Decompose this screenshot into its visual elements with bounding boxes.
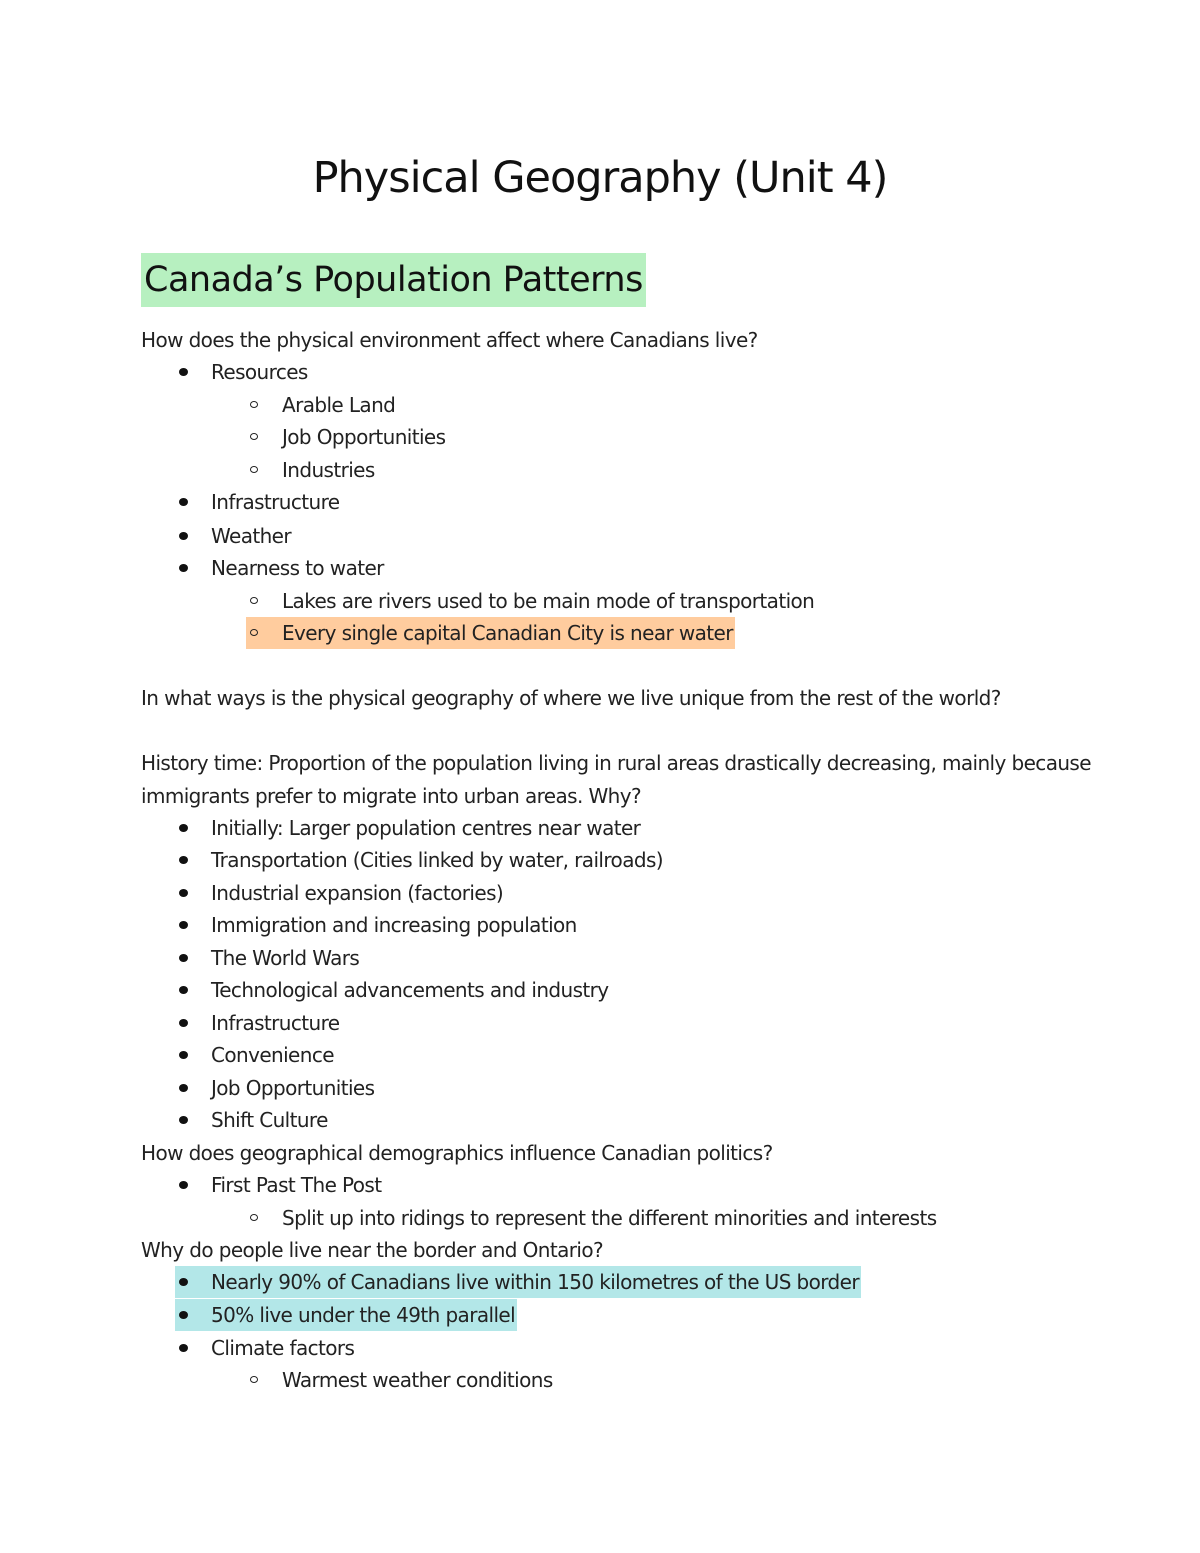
- highlighted-sub-list-item: Every single capital Canadian City is near water: [246, 617, 735, 649]
- list-item: Convenience: [175, 1039, 334, 1071]
- bullet-icon: [175, 520, 211, 552]
- list-item: Immigration and increasing population: [175, 909, 577, 941]
- bullet-icon: [175, 1332, 211, 1364]
- bullet-icon: [175, 1007, 211, 1039]
- bullet-icon: [175, 1039, 211, 1071]
- bullet-icon: [175, 812, 211, 844]
- bullet-icon: [175, 552, 211, 584]
- list-item: Infrastructure: [175, 1007, 339, 1039]
- sub-list-item: Arable Land: [246, 389, 395, 421]
- sub-list-item: Lakes are rivers used to be main mode of transportation: [246, 585, 814, 617]
- history-paragraph-line-1: History time: Proportion of the population living in rural areas drastically decreasing, mainly because: [141, 751, 1091, 775]
- bullet-icon: [175, 1104, 211, 1136]
- circle-bullet-icon: [246, 389, 282, 421]
- bullet-icon: [175, 942, 211, 974]
- section-heading: Canada’s Population Patterns: [141, 253, 646, 307]
- bullet-icon: [175, 974, 211, 1006]
- bullet-icon: [175, 909, 211, 941]
- list-item: Industrial expansion (factories): [175, 877, 503, 909]
- list-item: Initially: Larger population centres near water: [175, 812, 640, 844]
- list-item: Shift Culture: [175, 1104, 328, 1136]
- list-item: Transportation (Cities linked by water, railroads): [175, 844, 663, 876]
- question-border: Why do people live near the border and Ontario?: [141, 1238, 604, 1262]
- list-item: The World Wars: [175, 942, 359, 974]
- bullet-icon: [175, 877, 211, 909]
- bullet-icon: [175, 1169, 211, 1201]
- bullet-icon: [175, 1072, 211, 1104]
- page-title: Physical Geography (Unit 4): [312, 153, 888, 203]
- bullet-icon: [175, 1299, 211, 1331]
- list-item: Infrastructure: [175, 486, 339, 518]
- list-item: Resources: [175, 356, 308, 388]
- circle-bullet-icon: [246, 454, 282, 486]
- bullet-icon: [175, 486, 211, 518]
- circle-bullet-icon: [246, 585, 282, 617]
- list-item: Technological advancements and industry: [175, 974, 609, 1006]
- list-item: First Past The Post: [175, 1169, 382, 1201]
- list-item: Weather: [175, 520, 291, 552]
- highlighted-list-item: 50% live under the 49th parallel: [175, 1299, 517, 1331]
- circle-bullet-icon: [246, 421, 282, 453]
- highlighted-list-item: Nearly 90% of Canadians live within 150 kilometres of the US border: [175, 1266, 861, 1298]
- list-item: Nearness to water: [175, 552, 384, 584]
- list-item: Climate factors: [175, 1332, 354, 1364]
- sub-list-item: Job Opportunities: [246, 421, 445, 453]
- circle-bullet-icon: [246, 1202, 282, 1234]
- question-politics: How does geographical demographics influence Canadian politics?: [141, 1141, 773, 1165]
- bullet-icon: [175, 356, 211, 388]
- circle-bullet-icon: [246, 617, 282, 649]
- bullet-icon: [175, 844, 211, 876]
- sub-list-item: Split up into ridings to represent the different minorities and interests: [246, 1202, 937, 1234]
- circle-bullet-icon: [246, 1364, 282, 1396]
- history-paragraph-line-2: immigrants prefer to migrate into urban areas. Why?: [141, 784, 641, 808]
- bullet-icon: [175, 1266, 211, 1298]
- question-environment: How does the physical environment affect where Canadians live?: [141, 328, 758, 352]
- sub-list-item: Warmest weather conditions: [246, 1364, 553, 1396]
- question-unique-geography: In what ways is the physical geography of where we live unique from the rest of the world?: [141, 686, 1001, 710]
- list-item: Job Opportunities: [175, 1072, 374, 1104]
- sub-list-item: Industries: [246, 454, 375, 486]
